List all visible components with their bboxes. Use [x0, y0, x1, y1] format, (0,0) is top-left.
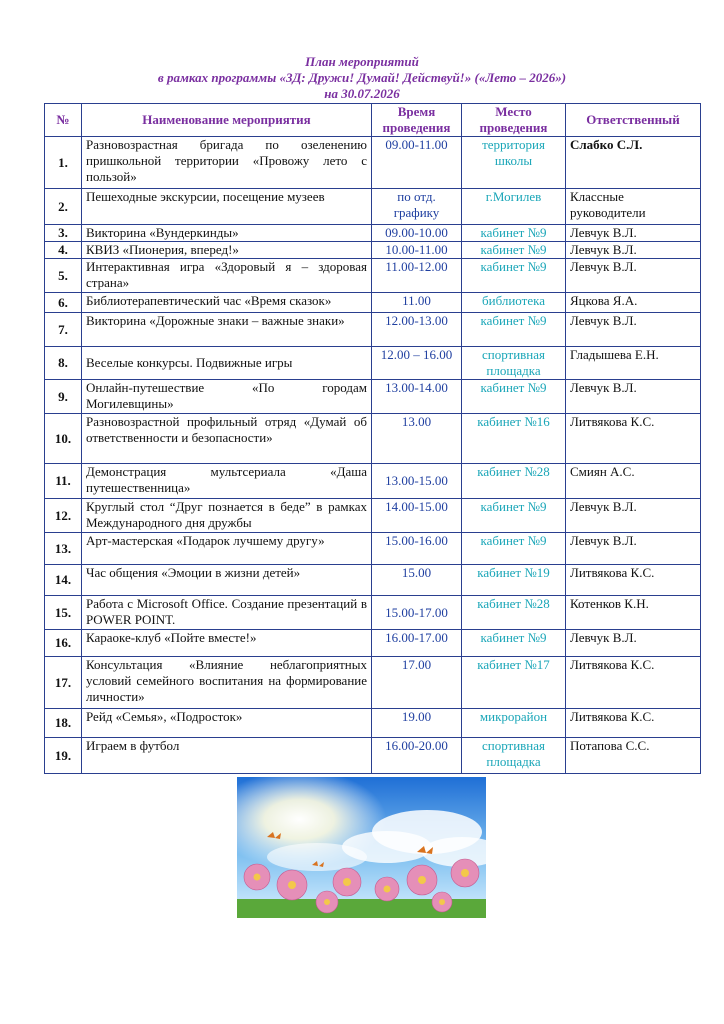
event-place: г.Могилев	[462, 189, 566, 225]
event-responsible: Гладышева Е.Н.	[566, 347, 701, 380]
row-number: 14.	[45, 565, 82, 596]
table-row	[45, 565, 701, 596]
event-time: 15.00	[372, 565, 462, 596]
event-time: 13.00-15.00	[372, 464, 462, 499]
event-time: 13.00-14.00	[372, 380, 462, 414]
event-responsible: Классные руководители	[566, 189, 701, 225]
event-responsible: Левчук В.Л.	[566, 380, 701, 414]
event-name: Демонстрация мультсериала «Даша путешественница»	[82, 464, 372, 499]
event-name: Веселые конкурсы. Подвижные игры	[82, 347, 372, 380]
event-name: Консультация «Влияние неблагоприятных условий семейного воспитания на формирование личности»	[82, 657, 372, 709]
event-name: Работа с Microsoft Office. Создание презентаций в POWER POINT.	[82, 596, 372, 630]
event-place: спортивная площадка	[462, 347, 566, 380]
event-place: кабинет №16	[462, 414, 566, 464]
row-number: 19.	[45, 738, 82, 774]
event-time: 19.00	[372, 709, 462, 738]
row-number: 5.	[45, 259, 82, 293]
summer-flowers-image	[237, 777, 486, 918]
event-place: кабинет №19	[462, 565, 566, 596]
table-row	[45, 313, 701, 347]
event-place: кабинет №17	[462, 657, 566, 709]
event-time: 15.00-17.00	[372, 596, 462, 630]
row-number: 13.	[45, 533, 82, 565]
event-place: кабинет №9	[462, 313, 566, 347]
row-number: 8.	[45, 347, 82, 380]
table-row	[45, 225, 701, 242]
event-time: 12.00 – 16.00	[372, 347, 462, 380]
event-place: кабинет №9	[462, 242, 566, 259]
event-time: по отд. графику	[372, 189, 462, 225]
table-row	[45, 533, 701, 565]
event-responsible: Левчук В.Л.	[566, 533, 701, 565]
row-number: 2.	[45, 189, 82, 225]
row-number: 7.	[45, 313, 82, 347]
table-row	[45, 630, 701, 657]
row-number: 6.	[45, 293, 82, 313]
column-header-place: Место проведения	[462, 104, 566, 137]
event-name: Викторина «Вундеркинды»	[82, 225, 372, 242]
column-header-responsible: Ответственный	[566, 104, 701, 137]
table-row	[45, 464, 701, 499]
row-number: 3.	[45, 225, 82, 242]
event-place: микрорайон	[462, 709, 566, 738]
row-number: 12.	[45, 499, 82, 533]
event-time: 11.00-12.00	[372, 259, 462, 293]
table-row	[45, 657, 701, 709]
row-number: 15.	[45, 596, 82, 630]
event-responsible: Левчук В.Л.	[566, 242, 701, 259]
event-time: 09.00-11.00	[372, 137, 462, 189]
event-name: Рейд «Семья», «Подросток»	[82, 709, 372, 738]
column-header-name: Наименование мероприятия	[82, 104, 372, 137]
event-responsible: Левчук В.Л.	[566, 499, 701, 533]
row-number: 17.	[45, 657, 82, 709]
event-responsible: Котенков К.Н.	[566, 596, 701, 630]
event-place: кабинет №9	[462, 225, 566, 242]
event-place: библиотека	[462, 293, 566, 313]
table-row	[45, 596, 701, 630]
table-row	[45, 414, 701, 464]
event-place: кабинет №9	[462, 630, 566, 657]
event-time: 17.00	[372, 657, 462, 709]
row-number: 18.	[45, 709, 82, 738]
column-header-num: №	[45, 104, 82, 137]
event-responsible: Яцкова Я.А.	[566, 293, 701, 313]
event-responsible: Литвякова К.С.	[566, 565, 701, 596]
event-time: 10.00-11.00	[372, 242, 462, 259]
event-place: кабинет №28	[462, 464, 566, 499]
plan-date: на 30.07.2026	[324, 86, 400, 101]
event-name: Разновозрастная бригада по озеленению пришкольной территории «Провожу лето с пользой»	[82, 137, 372, 189]
column-header-time: Время проведения	[372, 104, 462, 137]
event-name: Викторина «Дорожные знаки – важные знаки»	[82, 313, 372, 347]
event-responsible: Левчук В.Л.	[566, 225, 701, 242]
event-responsible: Потапова С.С.	[566, 738, 701, 774]
table-row	[45, 380, 701, 414]
event-time: 12.00-13.00	[372, 313, 462, 347]
event-responsible: Смиян А.С.	[566, 464, 701, 499]
table-row	[45, 738, 701, 774]
table-row	[45, 293, 701, 313]
event-responsible: Литвякова К.С.	[566, 709, 701, 738]
event-place: территория школы	[462, 137, 566, 189]
event-time: 11.00	[372, 293, 462, 313]
event-name: Интерактивная игра «Здоровый я – здоровая страна»	[82, 259, 372, 293]
event-name: Разновозрастной профильный отряд «Думай об ответственности и безопасности»	[82, 414, 372, 464]
plan-title: План мероприятий	[305, 54, 419, 69]
event-place: кабинет №9	[462, 259, 566, 293]
event-place: кабинет №9	[462, 380, 566, 414]
table-row	[45, 259, 701, 293]
event-time: 15.00-16.00	[372, 533, 462, 565]
row-number: 9.	[45, 380, 82, 414]
row-number: 10.	[45, 414, 82, 464]
row-number: 16.	[45, 630, 82, 657]
event-name: Час общения «Эмоции в жизни детей»	[82, 565, 372, 596]
event-responsible: Литвякова К.С.	[566, 414, 701, 464]
flowers-illustration	[237, 777, 486, 918]
event-name: КВИЗ «Пионерия, вперед!»	[82, 242, 372, 259]
event-name: Арт-мастерская «Подарок лучшему другу»	[82, 533, 372, 565]
event-place: кабинет №28	[462, 596, 566, 630]
table-row	[45, 347, 701, 380]
event-place: кабинет №9	[462, 499, 566, 533]
table-row	[45, 137, 701, 189]
event-name: Караоке-клуб «Пойте вместе!»	[82, 630, 372, 657]
event-time: 14.00-15.00	[372, 499, 462, 533]
table-header-row	[45, 104, 701, 137]
event-name: Пешеходные экскурсии, посещение музеев	[82, 189, 372, 225]
table-row	[45, 242, 701, 259]
event-responsible: Левчук В.Л.	[566, 630, 701, 657]
event-name: Онлайн-путешествие «По городам Могилевщины»	[82, 380, 372, 414]
row-number: 4.	[45, 242, 82, 259]
program-subtitle: в рамках программы «3Д: Дружи! Думай! Действуй!» («Лето – 2026»)	[157, 70, 567, 85]
events-table	[44, 103, 701, 774]
row-number: 11.	[45, 464, 82, 499]
event-time: 09.00-10.00	[372, 225, 462, 242]
event-name: Библиотерапевтический час «Время сказок»	[82, 293, 372, 313]
table-row	[45, 499, 701, 533]
event-responsible: Литвякова К.С.	[566, 657, 701, 709]
event-name: Круглый стол “Друг познается в беде” в рамках Международного дня дружбы	[82, 499, 372, 533]
event-time: 16.00-20.00	[372, 738, 462, 774]
table-row	[45, 189, 701, 225]
event-place: кабинет №9	[462, 533, 566, 565]
event-name: Играем в футбол	[82, 738, 372, 774]
event-responsible: Левчук В.Л.	[566, 259, 701, 293]
event-time: 13.00	[372, 414, 462, 464]
event-responsible: Слабко С.Л.	[566, 137, 701, 189]
row-number: 1.	[45, 137, 82, 189]
table-row	[45, 709, 701, 738]
event-time: 16.00-17.00	[372, 630, 462, 657]
event-responsible: Левчук В.Л.	[566, 313, 701, 347]
event-place: спортивная площадка	[462, 738, 566, 774]
